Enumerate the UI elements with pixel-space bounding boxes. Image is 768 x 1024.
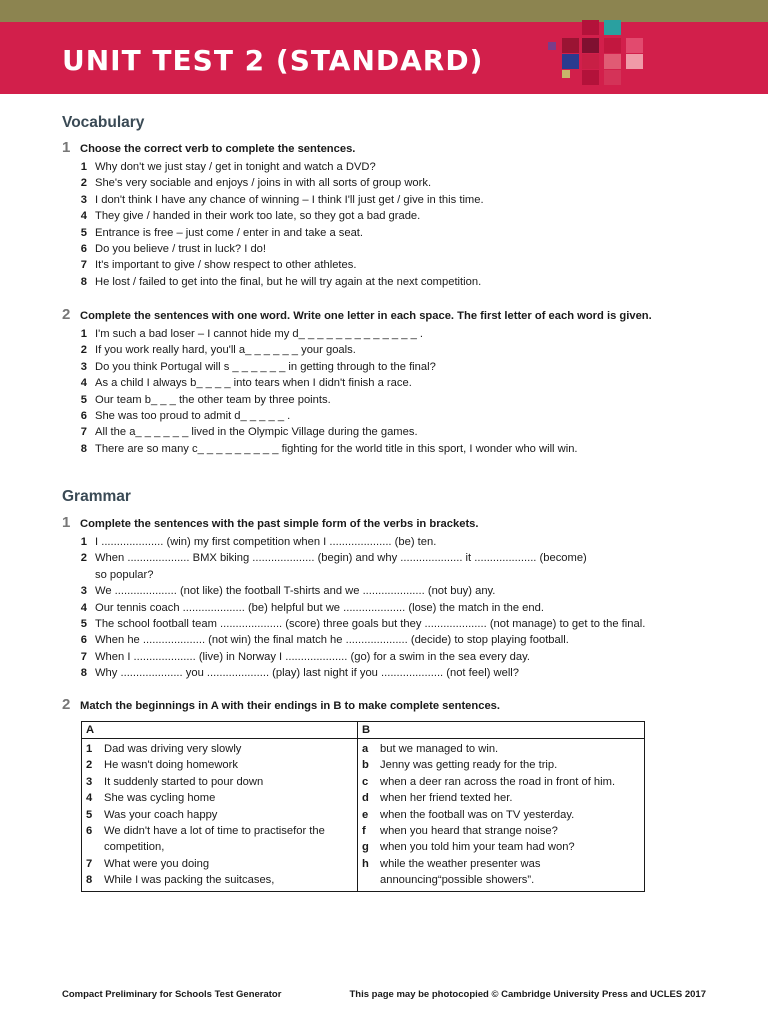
item-number: 3 (80, 193, 87, 206)
list-item (86, 741, 353, 757)
item-text (104, 807, 353, 823)
item-text-line: Jenny was getting ready for the trip. (380, 759, 558, 772)
item-number: 1 (86, 743, 93, 755)
item-text-line: Do you think Portugal will s _ _ _ _ _ _ in getting through to the final? (95, 360, 436, 373)
item-number: 5 (80, 226, 87, 239)
item-number: 7 (80, 650, 87, 663)
decorative-mosaic-logo (548, 20, 644, 92)
item-text (95, 257, 722, 273)
task-number: 2 (62, 306, 71, 323)
item-text-line: when you told him your team had won? (380, 841, 575, 854)
item-number: 6 (80, 634, 87, 647)
item-text (95, 600, 722, 616)
item-text (95, 175, 722, 191)
item-text (95, 375, 722, 391)
matching-table (81, 721, 645, 892)
item-text (95, 342, 722, 358)
item-text (95, 274, 722, 290)
task-instruction: Complete the sentences with the past simple form of the verbs in brackets. (80, 518, 479, 530)
item-text (380, 856, 640, 889)
item-text-line: While I was packing the suitcases, (104, 874, 275, 887)
item-text (95, 326, 722, 342)
task-number: 1 (62, 514, 71, 531)
item-text (95, 192, 722, 208)
item-number: 4 (80, 377, 87, 390)
task-instruction: Match the beginnings in A with their endings in B to make complete sentences. (80, 700, 501, 712)
item-text (380, 774, 640, 790)
item-number: 5 (80, 618, 87, 631)
list-item (62, 392, 722, 408)
item-text-line: As a child I always b_ _ _ _ into tears when I didn't finish a race. (95, 377, 412, 390)
list-item (62, 632, 722, 648)
list-item (86, 823, 353, 856)
list-item (62, 359, 722, 375)
column-b-header: B (358, 722, 645, 739)
task-instruction: Complete the sentences with one word. Write one letter in each space. The first letter of each word is given. (80, 310, 652, 322)
list-item (62, 342, 722, 358)
list-item (62, 600, 722, 616)
item-text (380, 839, 640, 855)
item-text-line: All the a_ _ _ _ _ _ lived in the Olympic Village during the games. (95, 426, 418, 439)
item-text-line: When I .................... (live) in Norway I .................... (go) for a swim in the sea every day. (95, 650, 530, 663)
item-text (95, 583, 722, 599)
item-number: 7 (80, 426, 87, 439)
list-item (86, 774, 353, 790)
item-text-line: Our tennis coach .................... (be) helpful but we .................... (lose) the match in the end. (95, 601, 544, 614)
item-list (62, 159, 722, 290)
footer-right: This page may be photocopied © Cambridge University Press and UCLES 2017 (349, 989, 706, 1000)
list-item (62, 257, 722, 273)
list-item (86, 757, 353, 773)
item-text (380, 823, 640, 839)
item-number: d (362, 792, 369, 805)
item-text-line: Dad was driving very slowly (104, 743, 242, 755)
list-item (362, 839, 640, 855)
grammar-task-1 (62, 514, 722, 682)
item-text-line: They give / handed in their work too late, so they got a bad grade. (95, 210, 421, 223)
list-item (62, 550, 722, 583)
item-text-line: when her friend texted her. (380, 792, 513, 805)
item-text-line: He wasn't doing homework (104, 759, 238, 772)
list-item (362, 741, 640, 757)
item-number: 1 (80, 328, 87, 340)
item-text (104, 872, 353, 888)
item-text (380, 757, 640, 773)
list-item (62, 649, 722, 665)
list-item (62, 665, 722, 681)
item-text (104, 790, 353, 806)
task-number: 1 (62, 139, 71, 156)
list-item (86, 807, 353, 823)
item-text (95, 159, 722, 175)
item-text-line: When .................... BMX biking .................... (begin) and why .................... it .................... (become) (95, 552, 587, 565)
item-number: 2 (80, 177, 87, 190)
vocabulary-task-2 (62, 306, 722, 457)
item-text (95, 665, 722, 681)
page-title: UNIT TEST 2 (STANDARD) (62, 44, 484, 77)
list-item (62, 274, 722, 290)
item-number: 3 (80, 360, 87, 373)
list-item (62, 408, 722, 424)
item-number: f (362, 825, 366, 838)
list-item (362, 790, 640, 806)
item-number: b (362, 759, 369, 772)
item-text (95, 550, 722, 583)
list-item (62, 441, 722, 457)
list-item (362, 774, 640, 790)
footer-left: Compact Preliminary for Schools Test Generator (62, 989, 282, 1000)
item-text-line: Entrance is free – just come / enter in and take a seat. (95, 226, 364, 239)
list-item (86, 872, 353, 888)
title-banner (0, 22, 768, 94)
item-text (104, 856, 353, 872)
list-item (62, 192, 722, 208)
item-number: e (362, 808, 369, 821)
item-text-line: when you heard that strange noise? (380, 825, 558, 838)
item-number: 6 (86, 825, 93, 838)
item-number: 4 (80, 601, 87, 614)
list-item (62, 175, 722, 191)
item-text (95, 241, 722, 257)
item-number: 8 (80, 442, 87, 455)
item-text-line: He lost / failed to get into the final, but he will try again at the next competition. (95, 275, 482, 288)
item-text-line: Do you believe / trust in luck? I do! (95, 243, 267, 256)
item-number: 6 (80, 243, 87, 256)
list-item (62, 241, 722, 257)
item-number: g (362, 841, 369, 854)
item-list (62, 326, 722, 457)
item-text-line: I'm such a bad loser – I cannot hide my d_ _ _ _ _ _ _ _ _ _ _ _ _ . (95, 328, 424, 340)
list-item (62, 208, 722, 224)
item-text-line: but we managed to win. (380, 743, 499, 755)
item-text-line: She's very sociable and enjoys / joins in with all sorts of group work. (95, 177, 432, 190)
item-text (104, 823, 353, 856)
list-item (62, 375, 722, 391)
item-number: 8 (86, 874, 93, 887)
item-number: 2 (80, 552, 87, 565)
column-a-list (82, 739, 358, 892)
list-item (362, 823, 640, 839)
list-item (62, 616, 722, 632)
item-text-line: I .................... (win) my first competition when I .................... (be) ten. (95, 536, 437, 548)
item-text-line: when the football was on TV yesterday. (380, 808, 575, 821)
list-item (62, 534, 722, 550)
item-text (95, 359, 722, 375)
item-number: 3 (86, 775, 93, 788)
item-number: 8 (80, 667, 87, 680)
item-text (95, 208, 722, 224)
item-number: 6 (80, 410, 87, 423)
item-text-line: She was too proud to admit d_ _ _ _ _ . (95, 410, 291, 423)
item-text-line: It's important to give / show respect to other athletes. (95, 259, 357, 272)
item-number: a (362, 743, 369, 755)
list-item (62, 326, 722, 342)
item-number: 7 (80, 259, 87, 272)
list-item (86, 856, 353, 872)
list-item (86, 790, 353, 806)
item-text (95, 616, 722, 632)
item-text-continuation: so popular? (95, 568, 154, 581)
task-instruction: Choose the correct verb to complete the sentences. (80, 143, 356, 155)
item-text-line: What were you doing (104, 857, 210, 870)
item-number: 5 (80, 393, 87, 406)
item-text-line: We didn't have a lot of time to practise (104, 825, 294, 838)
item-text (380, 807, 640, 823)
item-text-line: There are so many c_ _ _ _ _ _ _ _ _ fighting for the world title in this sport, I wonder who will win. (95, 442, 578, 455)
item-text-line: Why .................... you .................... (play) last night if you .................... (not feel) well? (95, 667, 520, 680)
section-title-vocabulary: Vocabulary (62, 114, 145, 131)
list-item (362, 807, 640, 823)
item-number: 7 (86, 857, 93, 870)
item-text-line: I don't think I have any chance of winning – I think I'll just get / give in this time. (95, 193, 484, 206)
item-text-line: Was your coach happy (104, 808, 218, 821)
item-text (380, 790, 640, 806)
item-number: 2 (86, 759, 93, 772)
item-number: 4 (80, 210, 87, 223)
item-text-line: The school football team .................... (score) three goals but they .................... (not manage) to get to the final. (95, 618, 646, 631)
item-text-line: She was cycling home (104, 792, 216, 805)
item-text (95, 632, 722, 648)
item-text-line: We .................... (not like) the football T-shirts and we .................... (not buy) any. (95, 585, 496, 598)
item-number: 1 (80, 161, 87, 173)
item-text-line: If you work really hard, you'll a_ _ _ _ _ _ your goals. (95, 344, 356, 357)
item-text-line: Why don't we just stay / get in tonight and watch a DVD? (95, 161, 376, 173)
item-number: 5 (86, 808, 93, 821)
item-text (104, 774, 353, 790)
item-text (95, 649, 722, 665)
item-text-line: Our team b_ _ _ the other team by three points. (95, 393, 331, 406)
item-text-line: when a deer ran across the road in front of him. (380, 775, 616, 788)
item-number: 2 (80, 344, 87, 357)
list-item (62, 159, 722, 175)
item-text (95, 225, 722, 241)
item-number: 8 (80, 275, 87, 288)
list-item (62, 424, 722, 440)
item-list (62, 534, 722, 682)
list-item (62, 225, 722, 241)
item-text (95, 534, 722, 550)
item-text-line: It suddenly started to pour down (104, 775, 264, 788)
item-number: h (362, 857, 369, 870)
item-text (95, 424, 722, 440)
item-text-line: When he .................... (not win) the final match he .................... (decide) to stop playing football. (95, 634, 569, 647)
item-text (95, 392, 722, 408)
vocabulary-task-1 (62, 139, 722, 290)
section-title-grammar: Grammar (62, 488, 131, 505)
item-number: 1 (80, 536, 87, 548)
task-number: 2 (62, 696, 71, 713)
list-item (62, 583, 722, 599)
item-text (104, 741, 353, 757)
item-number: 4 (86, 792, 93, 805)
column-a-header: A (82, 722, 358, 739)
grammar-task-2 (62, 696, 722, 713)
item-text (95, 408, 722, 424)
column-b-list (358, 739, 645, 892)
item-text (95, 441, 722, 457)
item-number: c (362, 775, 369, 788)
item-number: 3 (80, 585, 87, 598)
item-text (380, 741, 640, 757)
item-text-continuation: for the competition, (104, 825, 325, 854)
item-text-continuation: “possible showers”. (437, 874, 535, 887)
list-item (362, 757, 640, 773)
item-text (104, 757, 353, 773)
item-text-line: while the weather presenter was announcing (380, 857, 541, 887)
list-item (362, 856, 640, 889)
top-color-band (0, 0, 768, 22)
